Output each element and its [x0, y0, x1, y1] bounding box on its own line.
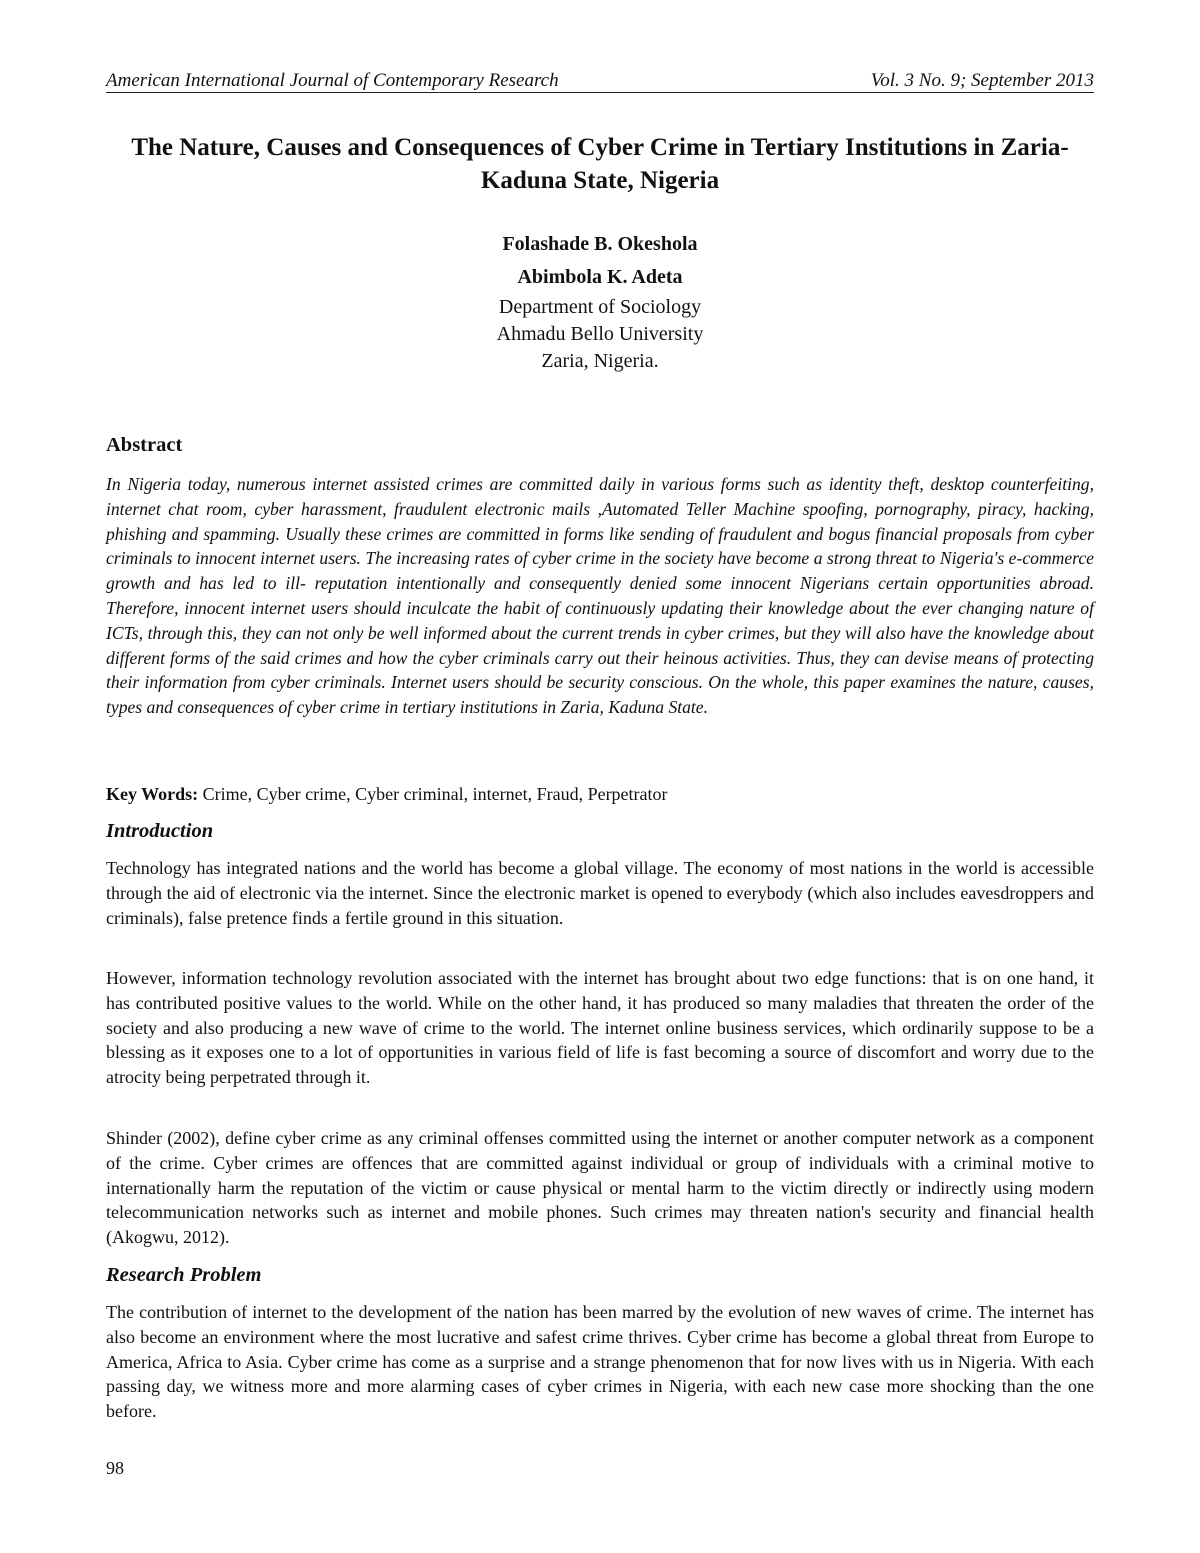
paragraph: Shinder (2002), define cyber crime as any criminal offenses committed using the internet or another computer network as a component of the crime. Cyber crimes are offences that are committed against individual or group of individuals with a criminal motive to internationally harm the reputation of the victim or cause physical or mental harm to the victim directly or indirectly using modern telecommunication networks such as internet and mobile phones. Such crimes may threaten nation's security and financial health (Akogwu, 2012). — [106, 1128, 1094, 1248]
keywords — [106, 782, 1094, 806]
affiliation-location: Zaria, Nigeria. — [541, 350, 659, 372]
journal-volume: Vol. 3 No. 9; September 2013 — [870, 70, 1094, 91]
abstract-text: In Nigeria today, numerous internet assisted crimes are committed daily in various forms such as identity theft, desktop counterfeiting, internet chat room, cyber harassment, fraudulent electronic mails ,Automated Teller Machine spoofing, pornography, piracy, hacking, phishing and spamming. Usually these crimes are committed in forms like sending of fraudulent and bogus financial proposals from cyber criminals to innocent internet users. The increasing rates of cyber crime in the society have become a strong threat to Nigeria's e-commerce growth and has led to ill- reputation intentionally and consequently denied some innocent Nigerians certain opportunities abroad. Therefore, innocent internet users should inculcate the habit of continuously updating their knowledge about the ever changing nature of ICTs, through this, they can not only be well informed about the current trends in cyber crimes, but they will also have the knowledge about different forms of the said crimes and how the cyber criminals carry out their heinous activities. Thus, they can devise means of protecting their information from cyber criminals. Internet users should be security conscious. On the whole, this paper examines the nature, causes, types and consequences of cyber crime in tertiary institutions in Zaria, Kaduna State. — [106, 474, 1094, 718]
journal-name: American International Journal of Contemporary Research — [106, 70, 559, 91]
paragraph: Technology has integrated nations and the world has become a global village. The economy of most nations in the world is accessible through the aid of electronic via the internet. Since the electronic market is opened to everybody (which also includes eavesdroppers and criminals), false pretence finds a fertile ground in this situation. — [106, 858, 1094, 928]
section-heading-research-problem: Research Problem — [106, 1264, 262, 1286]
section-heading-introduction: Introduction — [106, 820, 214, 842]
abstract-heading: Abstract — [106, 434, 183, 456]
paragraph: The contribution of internet to the development of the nation has been marred by the evolution of new waves of crime. The internet has also become an environment where the most lucrative and safest crime thrives. Cyber crime has become a global threat from Europe to America, Africa to Asia. Cyber crime has come as a surprise and a strange phenomenon that for now lives with us in Nigeria. With each passing day, we witness more and more alarming cases of cyber crimes in Nigeria, with each new case more shocking than the one before. — [106, 1302, 1094, 1422]
keywords-label: Key Words: — [106, 784, 199, 804]
paragraph: However, information technology revolution associated with the internet has brought about two edge functions: that is on one hand, it has contributed positive values to the world. While on the other hand, it has produced so many maladies that threaten the order of the society and also producing a new wave of crime to the world. The internet online business services, which ordinarily suppose to be a blessing as it exposes one to a lot of opportunities in various field of life is fast becoming a source of discomfort and worry due to the atrocity being perpetrated through it. — [106, 968, 1094, 1088]
affiliation-university: Ahmadu Bello University — [496, 323, 704, 345]
paper-title: The Nature, Causes and Consequences of Cyber Crime in Tertiary Institutions in Zaria-Kaduna State, Nigeria — [131, 134, 1069, 194]
author-name: Folashade B. Okeshola — [502, 233, 698, 255]
running-header — [106, 70, 1094, 93]
author-block — [106, 228, 1094, 375]
keywords-text: Crime, Cyber crime, Cyber criminal, internet, Fraud, Perpetrator — [202, 784, 668, 804]
affiliation-department: Department of Sociology — [498, 296, 702, 318]
page-number: 98 — [106, 1458, 124, 1478]
author-name: Abimbola K. Adeta — [517, 266, 683, 288]
